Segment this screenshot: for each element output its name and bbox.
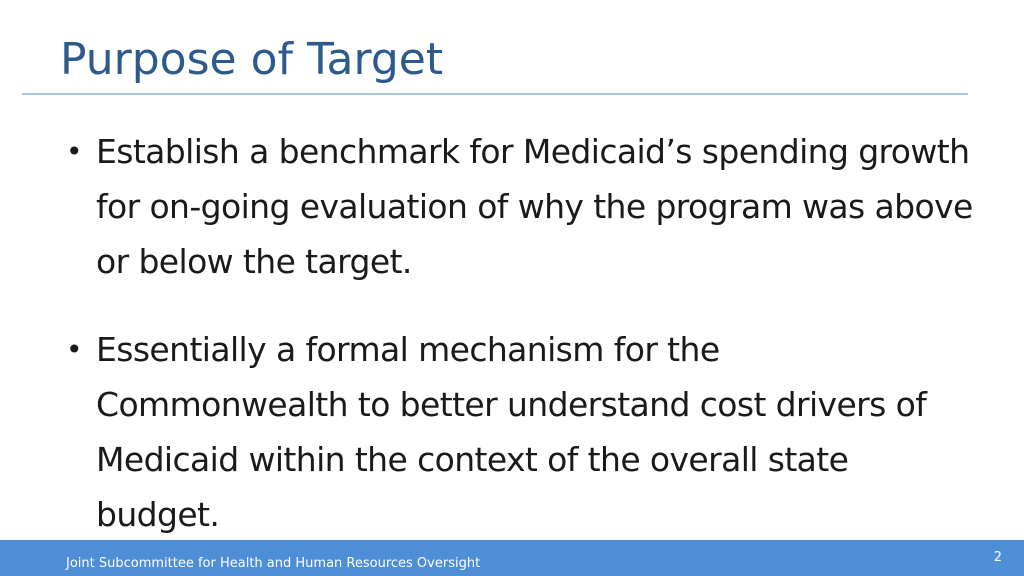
bullet-list xyxy=(60,124,980,542)
bullet-item xyxy=(60,322,980,542)
bullet-item xyxy=(60,124,980,289)
slide-title: Purpose of Target xyxy=(60,34,444,85)
bullet-text: Essentially a formal mechanism for the Commonwealth to better understand cost drivers of Medicaid within the context of the overall state budget. xyxy=(96,330,927,534)
footer-text: Joint Subcommittee for Health and Human Resources Oversight xyxy=(66,556,481,571)
footer-bar xyxy=(0,540,1024,576)
bullet-icon: • xyxy=(66,333,82,366)
bullet-text: Establish a benchmark for Medicaid’s spending growth for on-going evaluation of why the program was above or below the target. xyxy=(96,132,973,281)
title-divider xyxy=(22,93,968,95)
page-number: 2 xyxy=(993,550,1002,565)
bullet-icon: • xyxy=(66,135,82,168)
